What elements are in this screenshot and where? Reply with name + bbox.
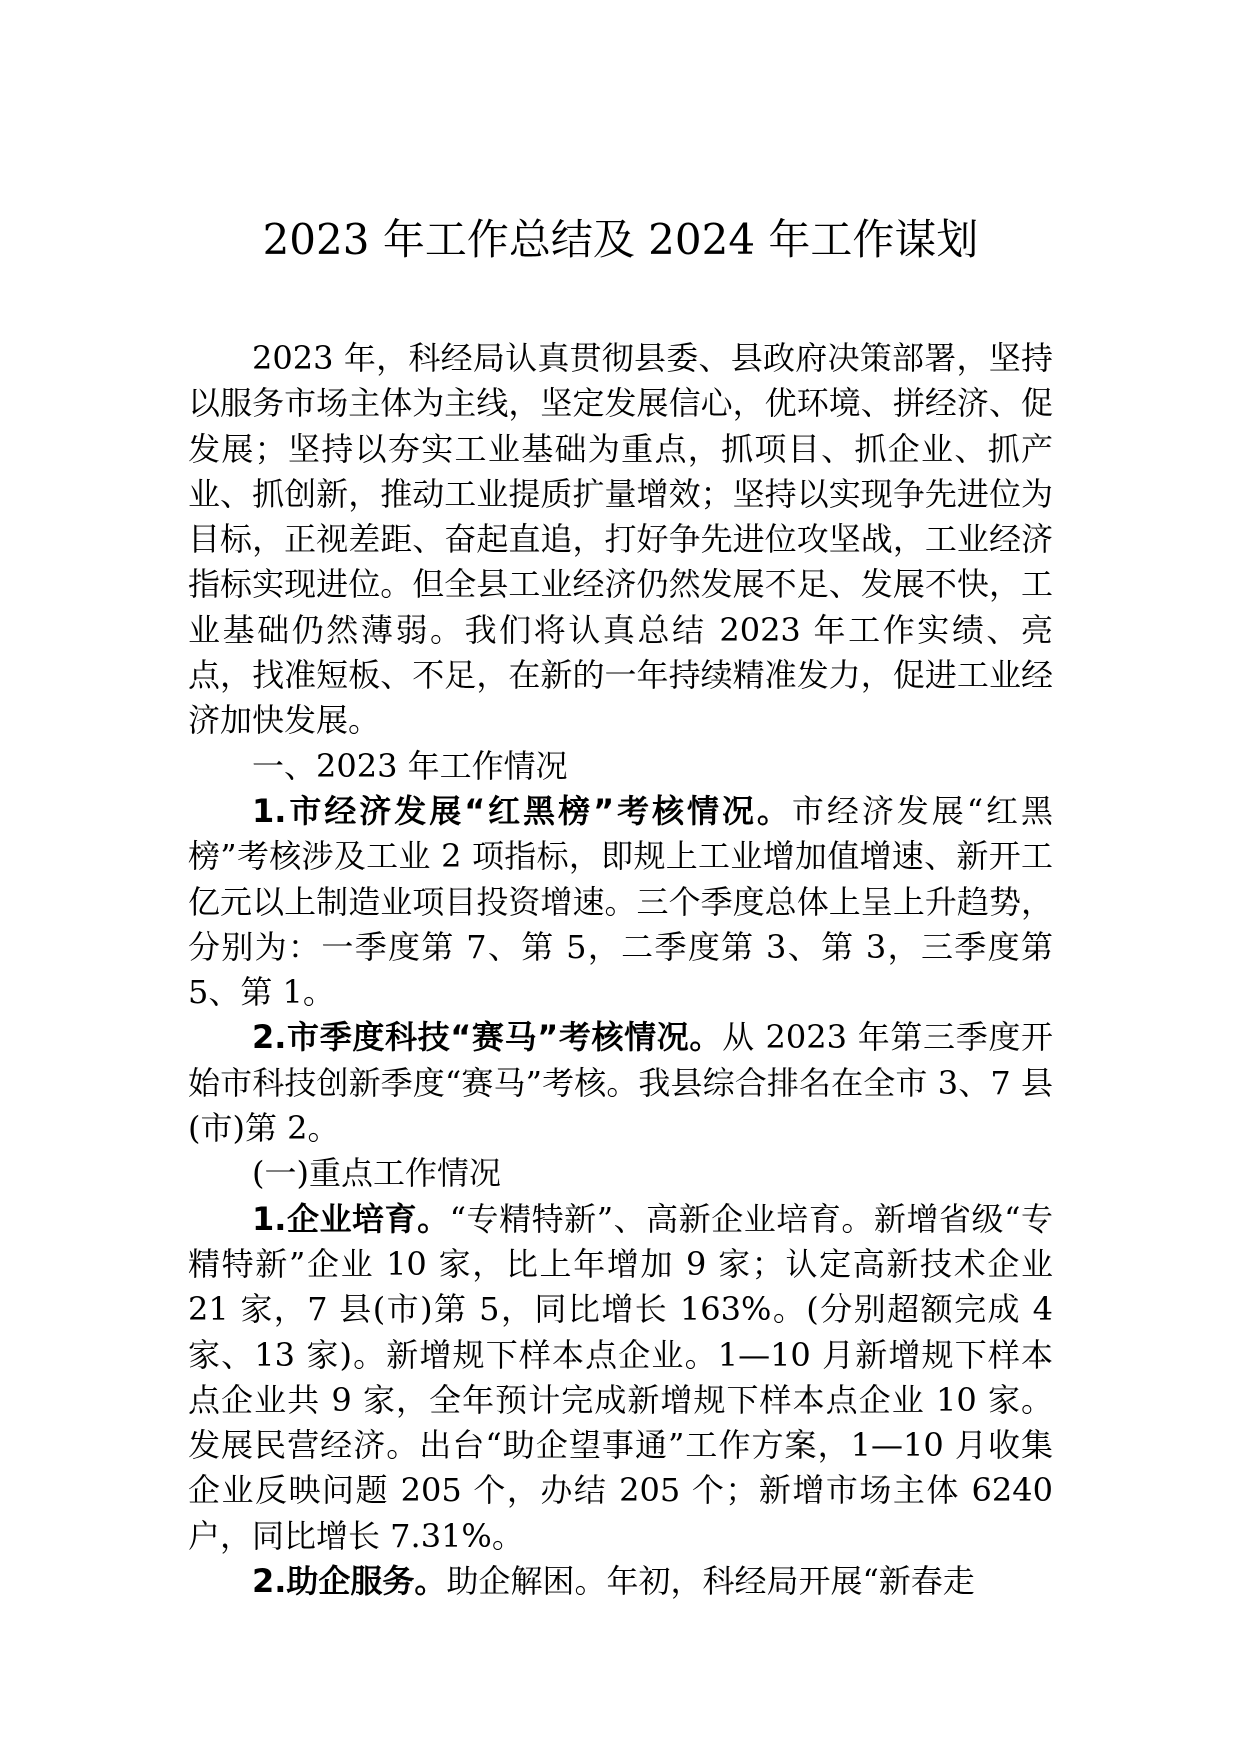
subsection-heading: (一)重点工作情况 <box>252 1154 501 1193</box>
intro-paragraph: 2023 年，科经局认真贯彻县委、县政府决策部署，坚持以服务市场主体为主线，坚定发展信心，优环境、拼经济、促发展；坚持以夯实工业基础为重点，抓项目、抓企业、抓产业、抓创新，推动工业提质扩量增效；坚持以实现争先进位为目标，正视差距、奋起直追，打好争先进位攻坚战，工业经济指标实现进位。但全县工业经济仍然发展不足、发展不快，工业基础仍然薄弱。我们将认真总结 2023 年工作实绩、亮点，找准短板、不足，在新的一年持续精准发力，促进工业经济加快发展。 <box>188 339 1053 740</box>
work-lead-1: 1.企业培育。 <box>252 1199 450 1238</box>
work-paragraph-2 <box>188 1559 1053 1604</box>
item-text-1: 市经济发展“红黑榜”考核涉及工业 2 项指标，即规上工业增加值增速、新开工亿元以上制造业项目投资增速。三个季度总体上呈上升趋势，分别为：一季度第 7、第 5，二季度第 3、第 3，三季度第 5、第 1。 <box>188 791 1053 1012</box>
work-text-2: 助企解困。年初，科经局开展“新春走 <box>446 1562 975 1601</box>
document-title: 2023 年工作总结及 2024 年工作谋划 <box>262 215 979 264</box>
work-text-1: “专精特新”、高新企业培育。新增省级“专精特新”企业 10 家，比上年增加 9 家；认定高新技术企业 21 家，7 县(市)第 5，同比增长 163%。(分别超额完成 4 家、13 家)。新增规下样本点企业。1—10 月新增规下样本点企业共 9 家，全年预计完成新增规下样本点企业 10 家。发展民营经济。出台“助企望事通”工作方案，1—10 月收集企业反映问题 205 个，办结 205 个；新增市场主体 6240 户，同比增长 7.31%。 <box>188 1199 1053 1555</box>
section-heading: 一、2023 年工作情况 <box>252 746 568 785</box>
item-paragraph-1 <box>188 789 1053 1015</box>
item-text-2: 从 2023 年第三季度开始市科技创新季度“赛马”考核。我县综合排名在全市 3、7 县(市)第 2。 <box>188 1018 1053 1148</box>
item-lead-2: 2.市季度科技“赛马”考核情况。 <box>252 1018 723 1057</box>
item-lead-1: 1.市经济发展“红黑榜”考核情况。 <box>252 791 792 830</box>
work-paragraph-1 <box>188 1197 1053 1559</box>
item-paragraph-2 <box>188 1015 1053 1151</box>
document-body <box>188 336 1053 1604</box>
work-lead-2: 2.助企服务。 <box>252 1562 447 1601</box>
